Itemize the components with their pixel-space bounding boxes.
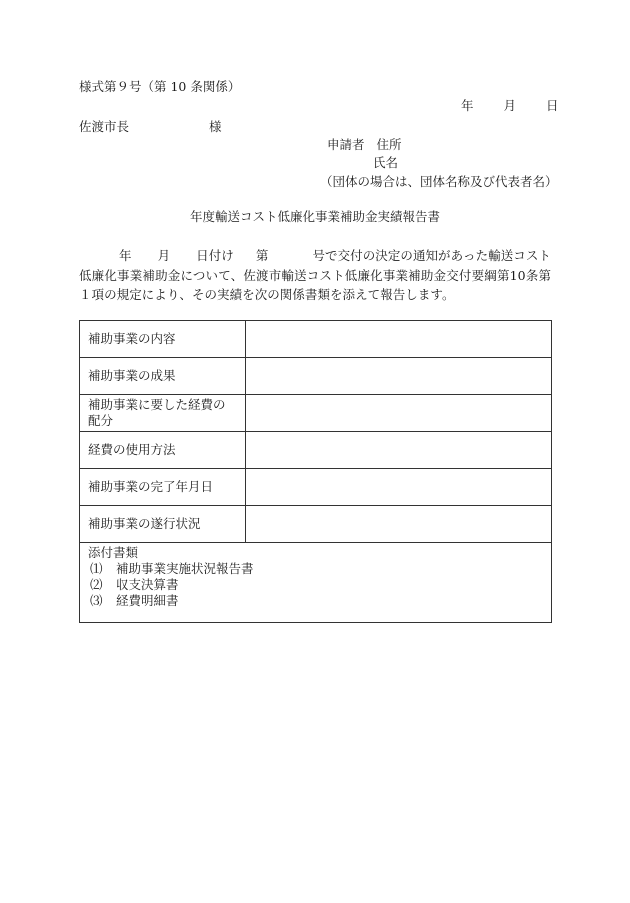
item-number: ⑴ [90,561,103,576]
table-row [80,321,552,358]
list-item [88,593,543,609]
attachments-row [80,543,552,623]
body-year: 年 [119,248,132,263]
body-month: 月 [157,248,171,263]
report-table [79,320,552,623]
attachments-title: 添付書類 [88,545,139,560]
item-text: 補助事業実施状況報告書 [116,561,254,576]
row-value-field[interactable] [246,506,552,543]
date-year: 年 [461,98,474,113]
row-value-field[interactable] [246,358,552,395]
addressee: 佐渡市長 [79,119,130,134]
attachments-list [88,561,543,609]
addressee-line [79,119,222,135]
group-note: （団体の場合は、団体名称及び代表者名） [320,174,558,189]
table-row [80,506,552,543]
row-label: 補助事業の内容 [80,321,246,358]
list-item [88,561,543,577]
list-item [88,577,543,593]
row-value-field[interactable] [246,469,552,506]
date-day: 日 [546,98,559,113]
table-row [80,469,552,506]
applicant-line [327,137,402,153]
row-value-field[interactable] [246,432,552,469]
item-number: ⑵ [90,577,103,592]
table-row [80,432,552,469]
row-value-field[interactable] [246,395,552,432]
row-label: 補助事業の完了年月日 [80,469,246,506]
row-label: 経費の使用方法 [80,432,246,469]
date-line [461,98,559,114]
attachments-cell [80,543,552,623]
body-rest: 号で交付の決定の通知があった輸送コスト低廉化事業補助金について、佐渡市輸送コスト低廉化事業補助金交付要綱第10条第１項の規定により、その実績を次の関係書類を添えて報告します。 [79,248,551,302]
body-paragraph [79,246,551,305]
applicant-label: 申請者 [327,137,365,152]
row-label: 補助事業に要した経費の配分 [80,395,246,432]
document-title: 年度輸送コスト低廉化事業補助金実績報告書 [189,209,440,224]
row-label: 補助事業の成果 [80,358,246,395]
row-value-field[interactable] [246,321,552,358]
row-label: 補助事業の遂行状況 [80,506,246,543]
table-row [80,395,552,432]
address-label: 住所 [376,137,402,152]
item-text: 経費明細書 [116,593,179,608]
honorific: 様 [209,119,222,134]
body-dai: 第 [255,248,269,263]
form-number: 様式第９号（第 10 条関係） [79,79,241,94]
date-month: 月 [503,98,517,113]
body-day-dated: 日付け [196,248,234,263]
item-text: 収支決算書 [116,577,179,592]
item-number: ⑶ [90,593,103,608]
table-row [80,358,552,395]
name-label: 氏名 [373,155,399,170]
